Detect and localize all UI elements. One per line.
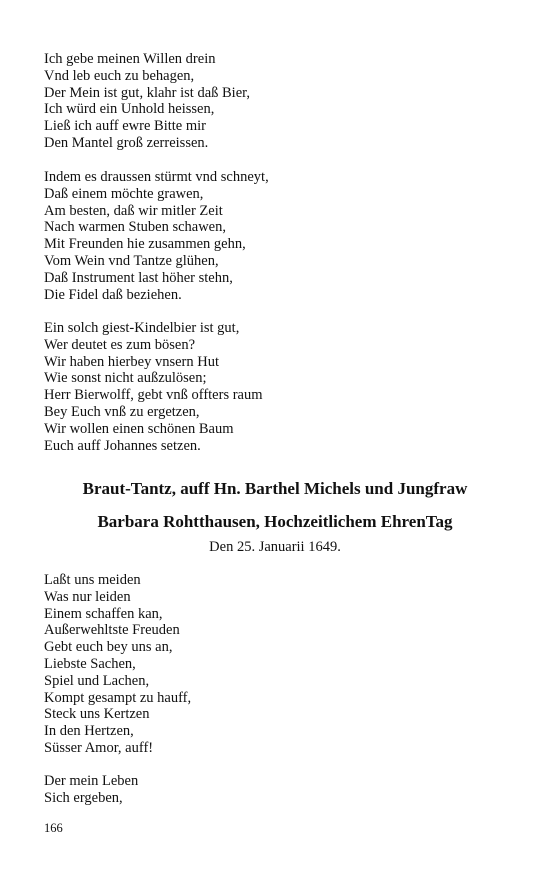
verse-line: Ein solch giest-Kindelbier ist gut, (44, 320, 240, 336)
verse-line: Einem schaffen kan, (44, 605, 163, 622)
stanza-2 (44, 169, 514, 303)
poem-title-line-2: Barbara Rohtthausen, Hochzeitlichem EhrenTag (97, 512, 453, 531)
verse-line: Kompt gesampt zu hauff, (44, 689, 192, 706)
verse-line: Wie sonst nicht außzulösen; (44, 370, 207, 387)
stanza-4 (44, 572, 514, 757)
verse-line: Vnd leb euch zu behagen, (44, 67, 195, 84)
verse-line: Liebste Sachen, (44, 655, 136, 672)
stanza-3 (44, 320, 514, 454)
verse-line: Mit Freunden hie zusammen gehn, (44, 236, 246, 253)
verse-line: Die Fidel daß beziehen. (44, 286, 182, 303)
verse-line: Der Mein ist gut, klahr ist daß Bier, (44, 84, 251, 101)
verse-line: In den Hertzen, (44, 723, 134, 740)
stanza-5 (44, 773, 514, 807)
verse-line: Am besten, daß wir mitler Zeit (44, 202, 223, 219)
verse-line: Außerwehltste Freuden (44, 622, 180, 639)
verse-line: Der mein Leben (44, 773, 139, 789)
verse-line: Wir haben hierbey vnsern Hut (44, 353, 219, 370)
verse-line: Vom Wein vnd Tantze glühen, (44, 252, 219, 269)
poem-date: Den 25. Januarii 1649. (209, 539, 341, 555)
verse-line: Euch auff Johannes setzen. (44, 437, 201, 454)
verse-line: Indem es draussen stürmt vnd schneyt, (44, 169, 269, 185)
verse-line: Bey Euch vnß zu ergetzen, (44, 403, 200, 420)
verse-line: Spiel und Lachen, (44, 672, 150, 689)
poem-title-line-1: Braut-Tantz, auff Hn. Barthel Michels und Jungfraw (82, 479, 468, 498)
verse-line: Daß einem möchte grawen, (44, 185, 204, 202)
verse-line: Wir wollen einen schönen Baum (44, 420, 234, 437)
verse-line: Was nur leiden (44, 588, 131, 605)
verse-line: Süsser Amor, auff! (44, 739, 154, 756)
verse-line: Wer deutet es zum bösen? (44, 336, 196, 353)
verse-line: Ließ ich auff ewre Bitte mir (44, 118, 206, 135)
verse-line: Nach warmen Stuben schawen, (44, 219, 226, 236)
verse-line: Ich gebe meinen Willen drein (44, 51, 216, 67)
verse-line: Daß Instrument last höher stehn, (44, 269, 233, 286)
verse-line: Herr Bierwolff, gebt vnß offters raum (44, 387, 263, 404)
page-number: 166 (44, 821, 63, 835)
verse-line: Sich ergeben, (44, 789, 123, 806)
verse-line: Steck uns Kertzen (44, 706, 150, 723)
verse-line: Den Mantel groß zerreissen. (44, 134, 209, 151)
stanza-1 (44, 51, 514, 152)
verse-line: Gebt euch bey uns an, (44, 639, 173, 656)
verse-line: Ich würd ein Unhold heissen, (44, 101, 215, 118)
verse-line: Laßt uns meiden (44, 572, 141, 588)
